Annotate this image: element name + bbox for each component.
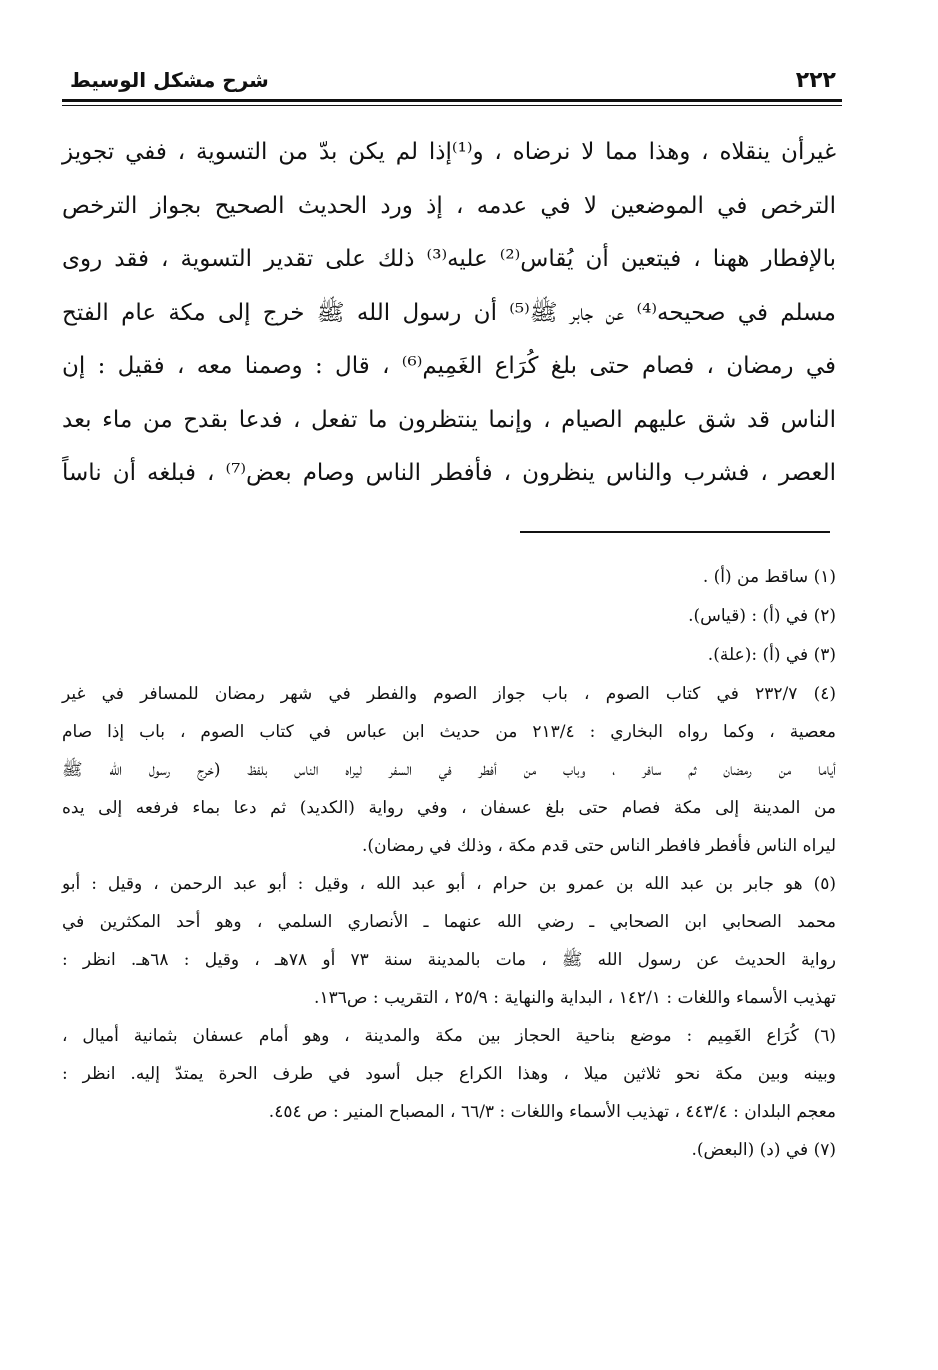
footnote-line: (٥) هو جابر بن عبد الله بن عمرو بن حرام ، أبو عبد الله ، وقيل : أبو عبد الرحمن ، وقيل : أبو	[62, 874, 836, 894]
page-number: ٢٢٢	[795, 68, 836, 93]
footnote-6	[62, 1017, 836, 1131]
footnote-1: (١) ساقط من (أ) .	[702, 567, 836, 587]
text-line: في رمضان ، فصام حتى بلغ كُرَاع الغَمِيم⁽⁶⁾ ، قال : وصمنا معه ، فقيل : إن	[62, 353, 836, 379]
footnote-line: رواية الحديث عن رسول الله ﷺ ، مات بالمدينة سنة ٧٣ أو ٧٨هـ ، وقيل : ٦٨هـ. انظر :	[62, 950, 837, 970]
text-line: مسلم في صحيحه⁽⁴⁾ عن جابر ﷺ⁽⁵⁾ أن رسول الله ﷺ خرج إلى مكة عام الفتح	[62, 299, 836, 326]
text-line: العصر ، فشرب والناس ينظرون ، فأفطر الناس وصام بعض⁽⁷⁾ ، فبلغه أن ناساً	[62, 460, 836, 486]
footnote-line: معجم البلدان : ٤٤٣/٤ ، تهذيب الأسماء واللغات : ٦٦/٣ ، المصباح المنير : ص ٤٥٤.	[268, 1102, 836, 1122]
footnote-line: (٤) ٢٣٢/٧ في كتاب الصوم ، باب جواز الصوم والفطر في شهر رمضان للمسافر في غير	[62, 684, 836, 704]
footnote-4	[62, 675, 836, 865]
header-rule-thin	[62, 105, 842, 106]
main-text	[62, 126, 836, 501]
footnote-2: (٢) في (أ) : (قياس).	[688, 606, 836, 626]
footnote-line: (٦) كُرَاع الغَمِيم : موضع بناحية الحجاز بين مكة والمدينة ، وهو أمام عسفان بثمانية أميال ،	[62, 1026, 836, 1046]
footnotes	[62, 558, 836, 1170]
footnote-line: معصية ، وكما رواه البخاري : ٢١٣/٤ من حديث ابن عباس في كتاب الصوم ، باب إذا صام	[62, 722, 836, 742]
footnote-7: (٧) في (د) (البعض).	[691, 1140, 836, 1160]
text-line: الترخص في الموضعين لا في عدمه ، إذ ورد الحديث الصحيح بجواز الترخص	[62, 192, 836, 219]
text-line: بالإفطار ههنا ، فيتعين أن يُقاس⁽²⁾ عليه⁽³⁾ ذلك على تقدير التسوية ، فقد روى	[62, 246, 836, 272]
footnote-line: تهذيب الأسماء واللغات : ١٤٢/١ ، البداية والنهاية : ٢٥/٩ ، التقريب : ص١٣٦.	[314, 988, 836, 1008]
footnote-line: محمد الصحابي ابن الصحابي ـ رضي الله عنهما ـ الأنصاري السلمي ، وهو أحد المكثرين في	[62, 912, 836, 932]
text-line: الناس قد شق عليهم الصيام ، وإنما ينتظرون ما تفعل ، فدعا بقدح من ماء بعد	[62, 406, 836, 433]
footnote-3: (٣) في (أ) :(علة).	[707, 645, 836, 665]
footnote-line: من المدينة إلى مكة فصام حتى بلغ عسفان ، وفي رواية (الكديد) ثم دعا بماء فرفعه إلى يده	[62, 798, 836, 818]
page-header	[62, 60, 842, 100]
footnote-line: ليراه الناس فأفطر فافطر الناس حتى قدم مكة ، وذلك في رمضان).	[361, 836, 836, 856]
footnote-line: أياما من رمضان ثم سافر ، وباب من أفطر في السفر ليراه الناس بلفظ (خرج رسول الله ﷺ	[62, 760, 836, 780]
footnote-separator	[520, 531, 830, 533]
text-line: غيرأن ينقلاه ، وهذا مما لا نرضاه ، و⁽¹⁾إذا لم يكن بدّ من التسوية ، ففي تجويز	[62, 139, 836, 165]
header-rule-thick	[62, 99, 842, 102]
running-title: شرح مشكل الوسيط	[70, 68, 269, 92]
footnote-line: وبينه وبين مكة نحو ثلاثين ميلا ، وهذا الكراع جبل أسود في طرف الحرة يمتدّ إليه. انظر :	[62, 1064, 836, 1084]
footnote-5	[62, 865, 836, 1017]
